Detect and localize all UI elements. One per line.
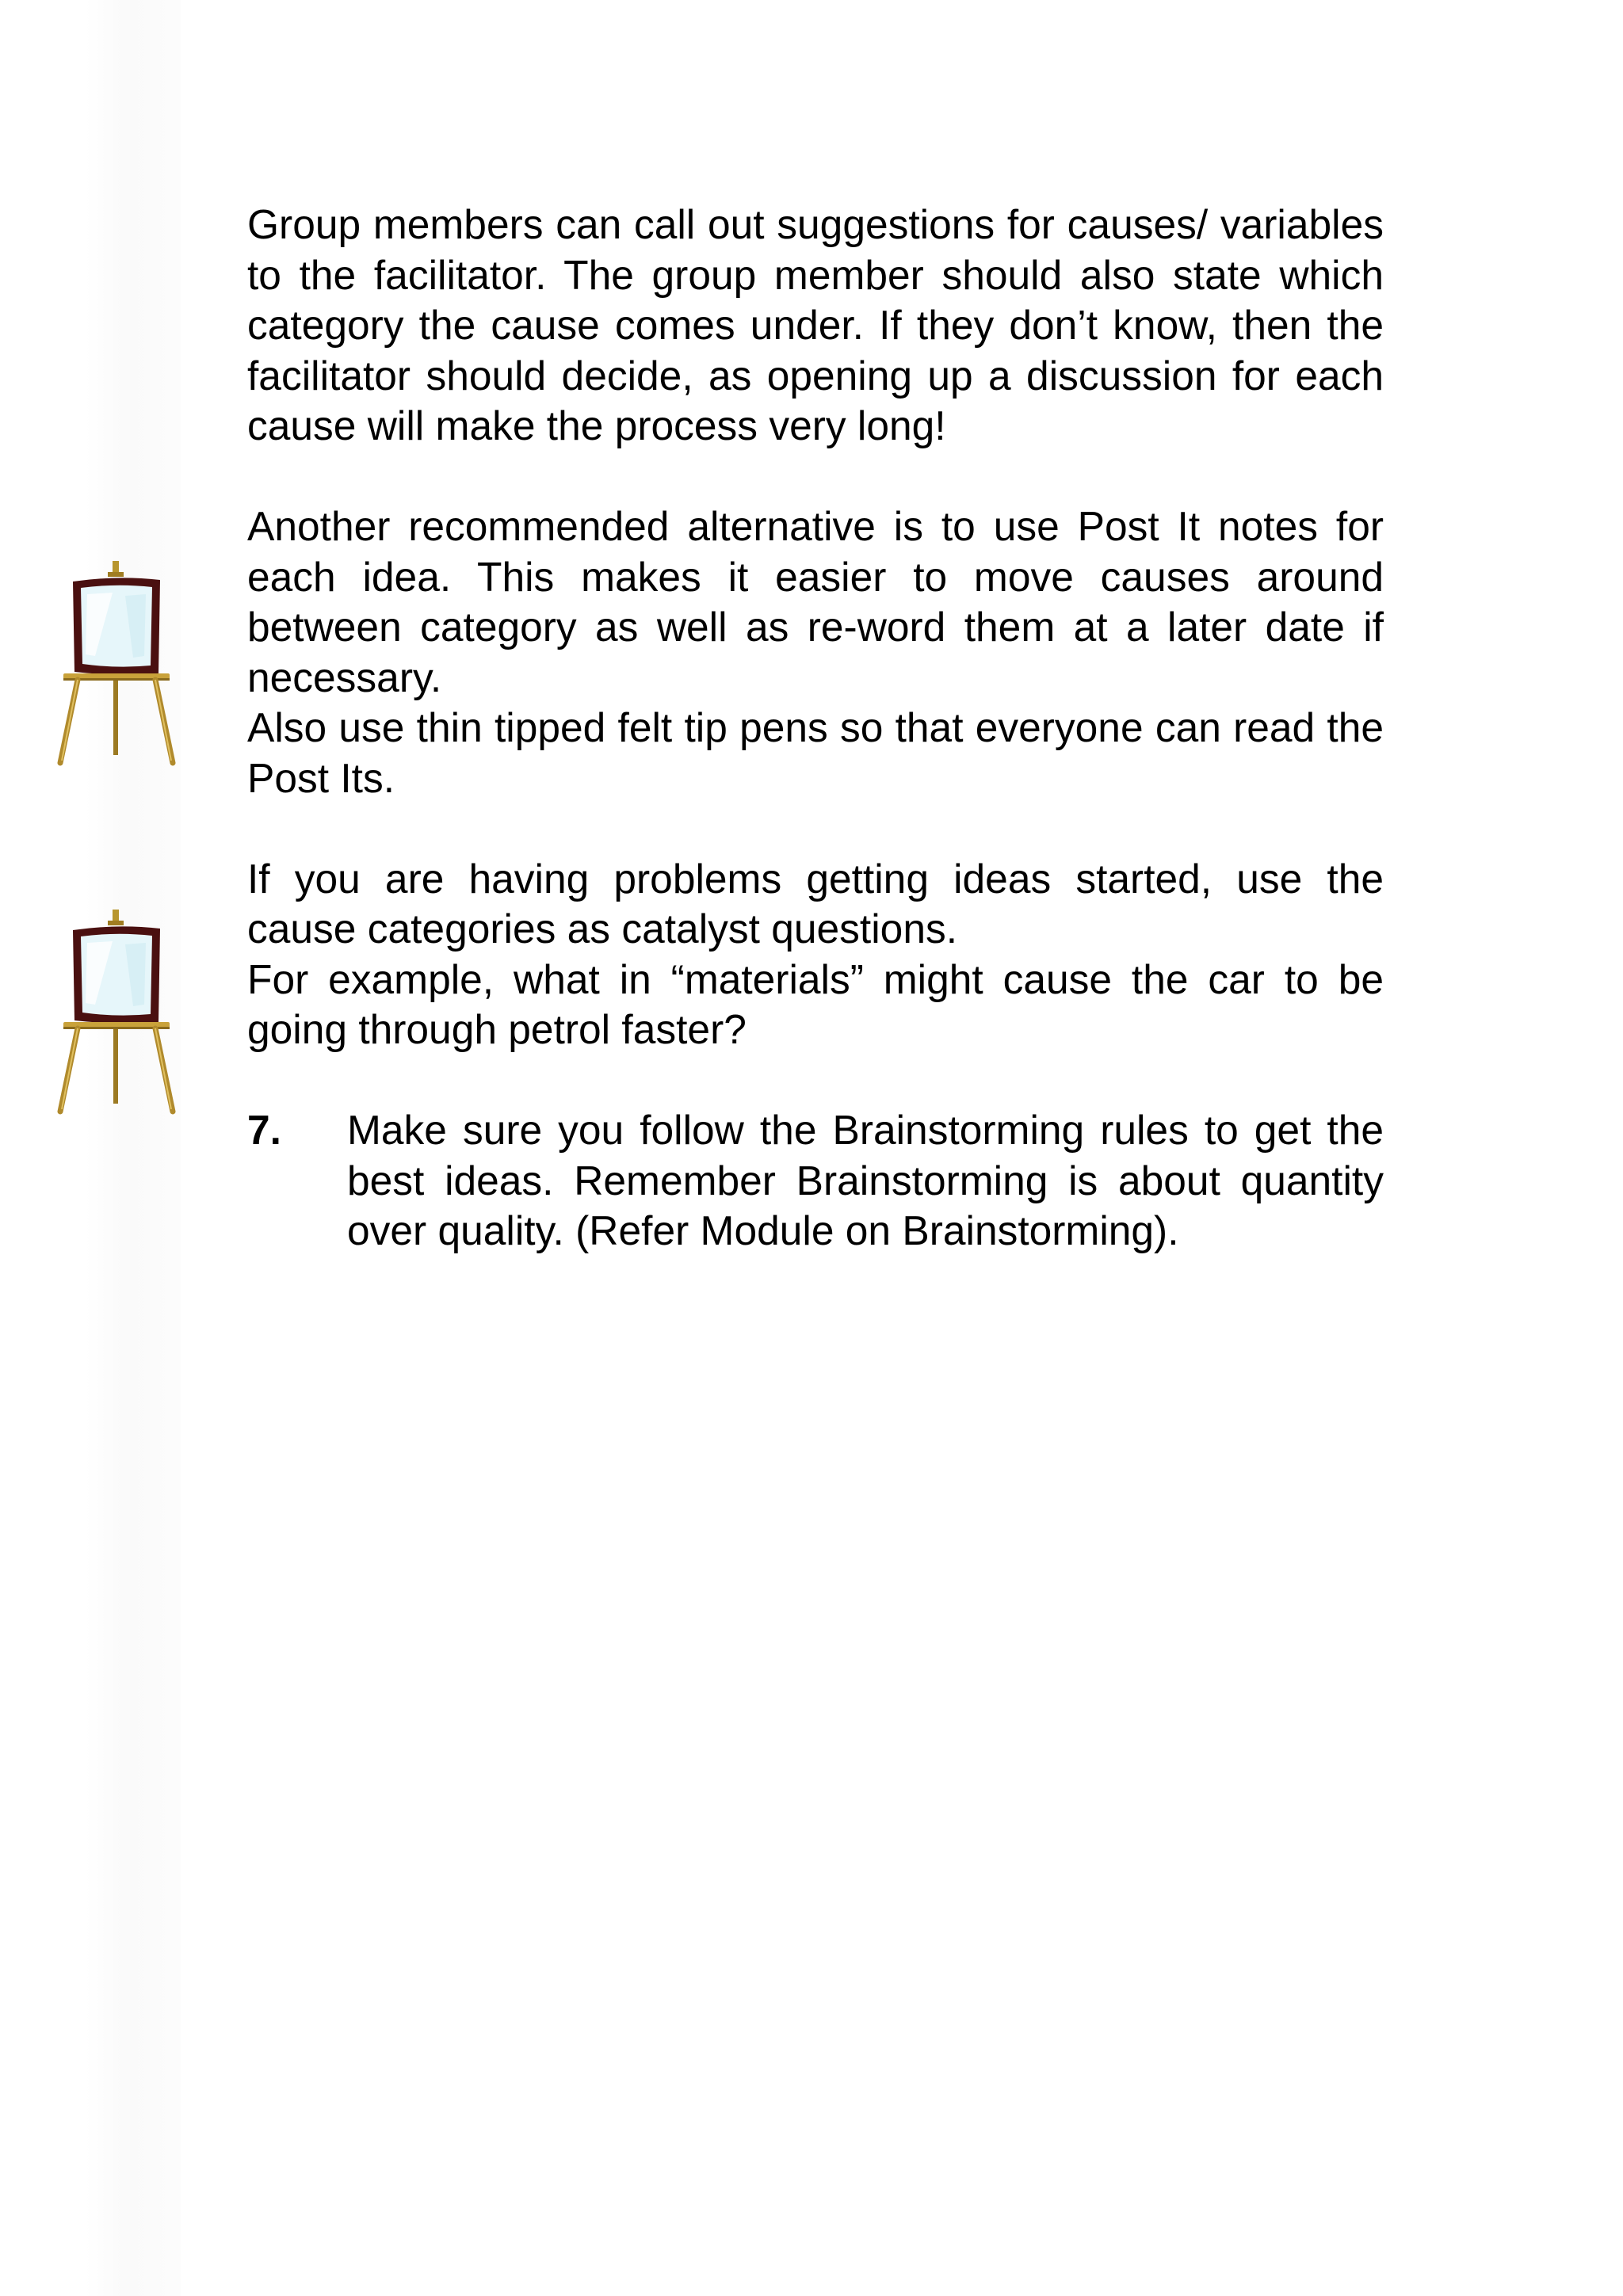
paragraph-example: For example, what in “materials” might cause the car to be going through petrol faster?	[247, 955, 1384, 1052]
margin-shading	[86, 0, 181, 2296]
spacer	[247, 1055, 1384, 1106]
spacer	[247, 452, 1384, 502]
step-text: Make sure you follow the Brainstorming rules to get the best ideas. Remember Brainstorming is about quantity over quality. (Refer Module on Brainstorming).	[347, 1107, 1384, 1253]
numbered-step-7	[247, 1105, 1384, 1257]
paragraph-facilitator: Group members can call out suggestions for causes/ variables to the facilitator. The group member should also state which category the cause comes under. If they don’t know, then the facilitator should decide, as opening up a discussion for each cause will make the process very long!	[247, 201, 1384, 448]
spacer	[247, 803, 1384, 854]
easel-icon	[57, 561, 176, 767]
paragraph-post-it-notes: Another recommended alternative is to use Post It notes for each idea. This makes it easier to move causes around between category as well as re-word them at a later date if necessary.	[247, 503, 1384, 700]
document-body	[247, 200, 1384, 1257]
paragraph-felt-tip-pens: Also use thin tipped felt tip pens so that everyone can read the Post Its.	[247, 704, 1384, 801]
paragraph-catalyst-questions: If you are having problems getting ideas started, use the cause categories as catalyst questions.	[247, 855, 1384, 952]
step-number: 7.	[247, 1107, 281, 1153]
easel-icon	[57, 910, 176, 1116]
